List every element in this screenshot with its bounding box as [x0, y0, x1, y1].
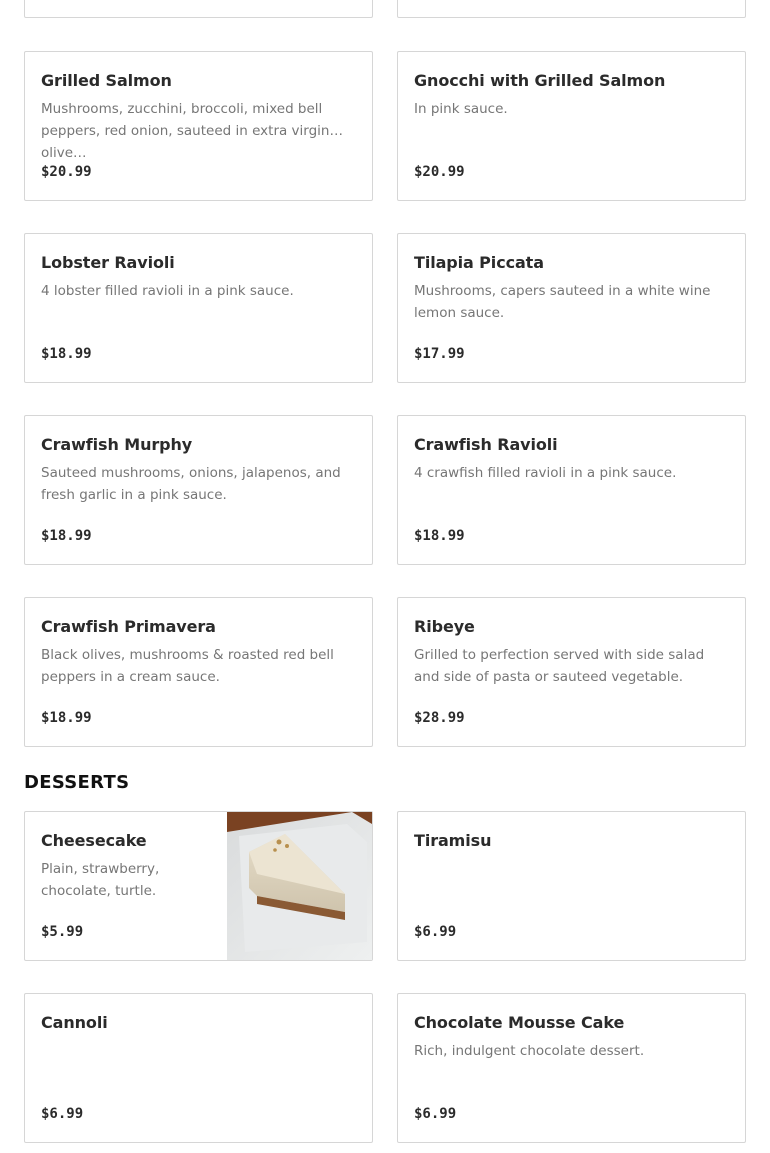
- item-name: Lobster Ravioli: [41, 253, 175, 272]
- item-name: Ribeye: [414, 617, 475, 636]
- item-description: Mushrooms, zucchini, broccoli, mixed bell peppers, red onion, sauteed in extra virgin olive…: [41, 101, 330, 161]
- item-price: $17.99: [414, 346, 465, 362]
- menu-item-card[interactable]: [397, 811, 746, 961]
- menu-item-card[interactable]: [24, 51, 373, 201]
- item-name: Cheesecake: [41, 831, 147, 850]
- item-price: $6.99: [414, 1106, 457, 1122]
- item-price: $5.99: [41, 924, 84, 940]
- item-price: $20.99: [41, 164, 92, 180]
- menu-item-card[interactable]: [24, 811, 373, 961]
- item-description: Rich, indulgent chocolate dessert.: [414, 1043, 645, 1059]
- item-description: 4 crawfish filled ravioli in a pink sauce.: [414, 465, 677, 481]
- item-description: Black olives, mushrooms & roasted red bell peppers in a cream sauce.: [41, 647, 334, 685]
- item-name: Cannoli: [41, 1013, 108, 1032]
- item-name: Crawfish Primavera: [41, 617, 216, 636]
- item-description: Plain, strawberry, chocolate, turtle.: [41, 861, 160, 899]
- item-name: Crawfish Murphy: [41, 435, 193, 454]
- menu-item-card[interactable]: [397, 993, 746, 1143]
- menu-item-card[interactable]: [397, 597, 746, 747]
- item-price: $6.99: [414, 924, 457, 940]
- item-price: $18.99: [414, 528, 465, 544]
- item-description: Mushrooms, capers sauteed in a white wine lemon sauce.: [414, 283, 711, 321]
- menu-item-card[interactable]: [24, 233, 373, 383]
- item-price: $18.99: [41, 710, 92, 726]
- menu-item-card[interactable]: [24, 993, 373, 1143]
- cheesecake-photo: [227, 812, 372, 960]
- menu-item-card[interactable]: [24, 415, 373, 565]
- item-price: $28.99: [414, 710, 465, 726]
- menu-item-card[interactable]: [24, 597, 373, 747]
- item-description: 4 lobster filled ravioli in a pink sauce.: [41, 283, 294, 299]
- item-description: Grilled to perfection served with side salad and side of pasta or sauteed vegetable.: [414, 647, 705, 685]
- item-price: $6.99: [41, 1106, 84, 1122]
- menu-item-card[interactable]: [397, 415, 746, 565]
- item-name: Grilled Salmon: [41, 71, 172, 90]
- item-price: $20.99: [414, 164, 465, 180]
- menu-item-card-partial[interactable]: [397, 0, 746, 18]
- section-title-desserts: DESSERTS: [24, 772, 130, 793]
- item-price: $18.99: [41, 346, 92, 362]
- item-name: Chocolate Mousse Cake: [414, 1013, 625, 1032]
- item-name: Gnocchi with Grilled Salmon: [414, 71, 666, 90]
- item-name: Tiramisu: [414, 831, 492, 850]
- item-description: Sauteed mushrooms, onions, jalapenos, and fresh garlic in a pink sauce.: [41, 465, 341, 503]
- item-price: $18.99: [41, 528, 92, 544]
- menu-item-card[interactable]: [397, 233, 746, 383]
- item-name: Tilapia Piccata: [414, 253, 544, 272]
- item-name: Crawfish Ravioli: [414, 435, 558, 454]
- item-description: In pink sauce.: [414, 101, 508, 117]
- menu-item-card-partial[interactable]: [24, 0, 373, 18]
- menu-item-card[interactable]: [397, 51, 746, 201]
